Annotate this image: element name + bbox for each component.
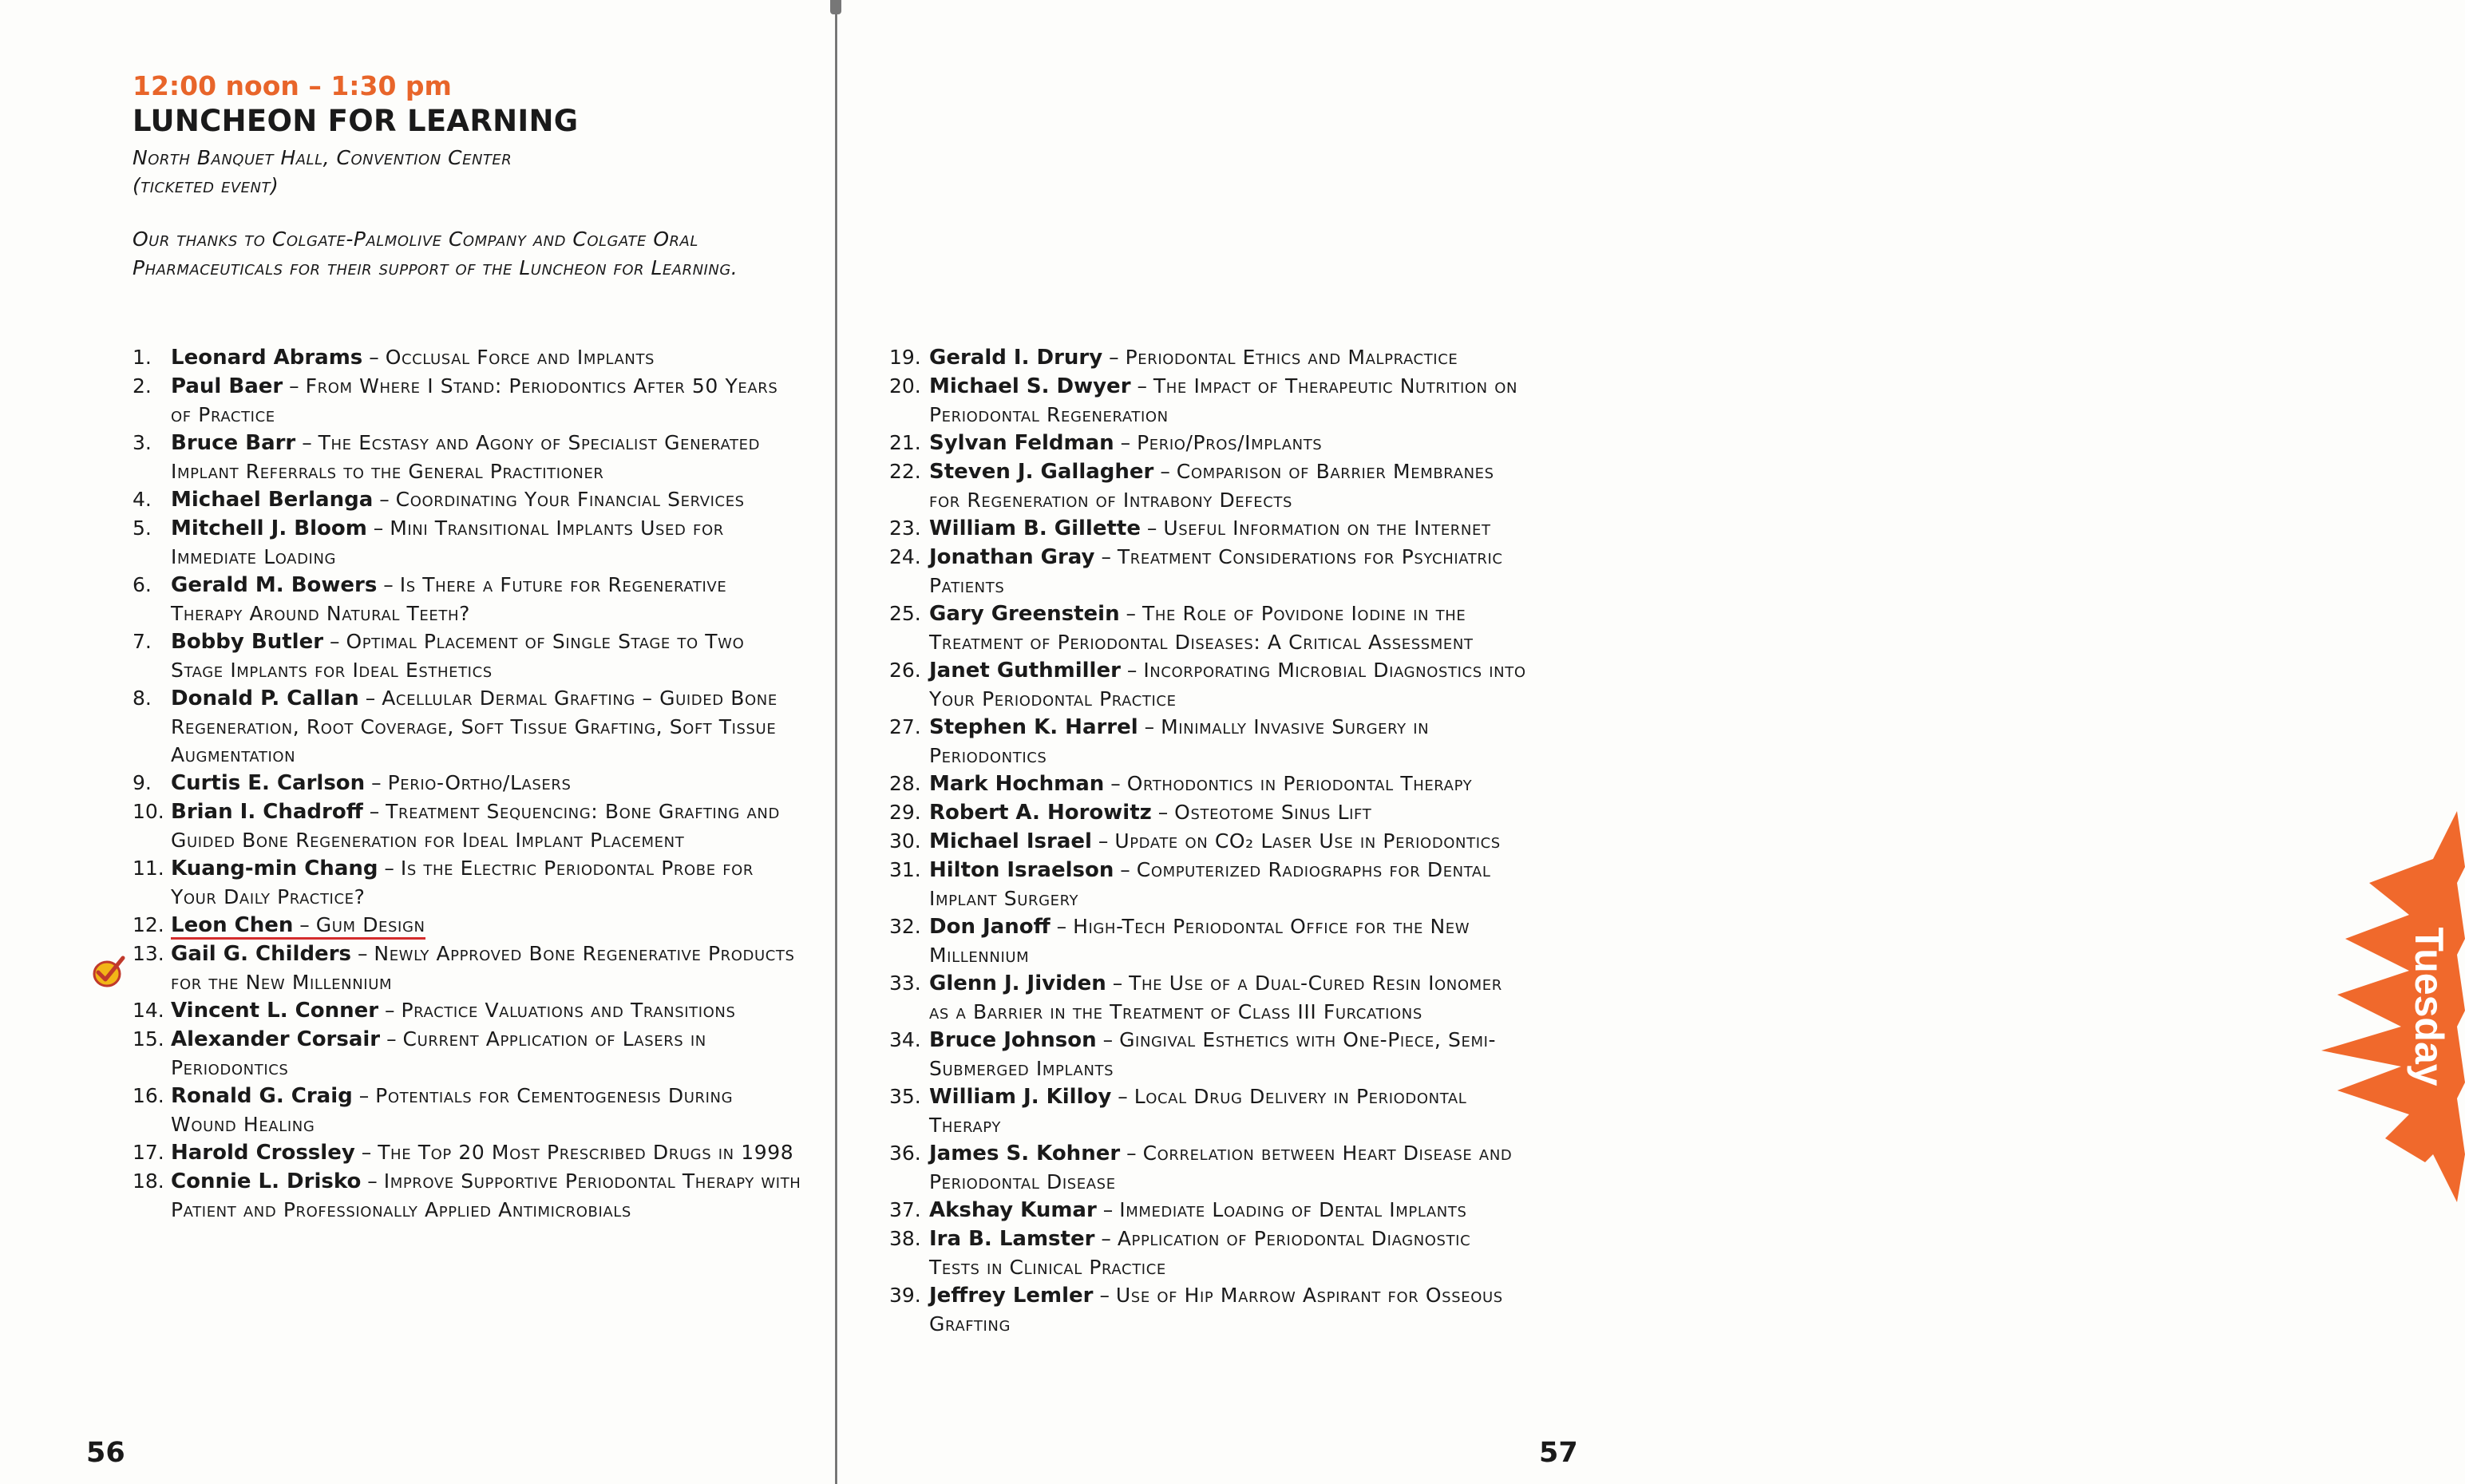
list-item xyxy=(133,627,803,684)
topic-title: Periodontal Ethics and Malpractice xyxy=(1125,346,1458,369)
topic-title: Orthodontics in Periodontal Therapy xyxy=(1126,772,1473,795)
topic-title: Computerized Radiographs for Dental Implant Surgery xyxy=(929,858,1491,910)
item-number: 11. xyxy=(133,857,164,880)
separator: – xyxy=(1119,602,1143,625)
list-item xyxy=(133,1167,803,1224)
topic-title: Optimal Placement of Single Stage to Two Stage Implants for Ideal Esthetics xyxy=(171,630,745,682)
separator: – xyxy=(366,516,390,540)
list-item xyxy=(133,769,803,797)
separator: – xyxy=(358,687,382,710)
list-item xyxy=(889,1082,1528,1139)
presenter-name: Janet Guthmiller xyxy=(929,659,1121,683)
presenter-name: Donald P. Callan xyxy=(171,687,359,710)
topic-title: The Impact of Therapeutic Nutrition on Periodontal Regeneration xyxy=(929,374,1518,426)
item-number: 6. xyxy=(133,573,152,596)
presenter-name: Brian I. Chadroff xyxy=(171,800,363,824)
presenter-name: Gail G. Childers xyxy=(171,942,351,966)
item-text xyxy=(171,913,425,940)
item-text xyxy=(171,630,744,682)
topic-title: Minimally Invasive Surgery in Periodontics xyxy=(929,715,1430,767)
topic-title: Improve Supportive Periodontal Therapy with Patient and Professionally Applied Antimicrobials xyxy=(171,1169,801,1221)
item-number: 27. xyxy=(889,715,921,738)
item-number: 2. xyxy=(133,374,152,398)
list-item xyxy=(889,372,1528,429)
list-item xyxy=(133,571,803,627)
presenter-name: William J. Killoy xyxy=(929,1085,1112,1109)
item-text xyxy=(929,516,1491,540)
item-number: 33. xyxy=(889,972,921,995)
topic-title: The Use of a Dual-Cured Resin Ionomer as a Barrier in the Treatment of Class III Furcations xyxy=(929,972,1502,1023)
topic-title: Coordinating Your Financial Services xyxy=(395,488,745,511)
list-item xyxy=(133,684,803,769)
separator: – xyxy=(1096,1198,1120,1221)
list-item xyxy=(133,485,803,514)
item-text xyxy=(929,374,1517,426)
item-text xyxy=(929,715,1429,767)
ticket-note: (ticketed event) xyxy=(133,174,279,197)
item-number: 15. xyxy=(133,1027,164,1051)
separator: – xyxy=(362,800,386,823)
separator: – xyxy=(1114,858,1137,881)
presenter-name: James S. Kohner xyxy=(929,1142,1121,1165)
presenter-name: Paul Baer xyxy=(171,374,283,398)
separator: – xyxy=(283,374,306,398)
topic-title: Potentials for Cementogenesis During Wound Healing xyxy=(171,1084,734,1136)
item-text xyxy=(929,602,1474,654)
list-item xyxy=(889,827,1528,856)
item-text xyxy=(929,659,1526,710)
item-text xyxy=(171,942,795,994)
list-item xyxy=(889,1196,1528,1225)
separator: – xyxy=(1130,374,1153,398)
item-text xyxy=(929,915,1470,967)
topic-title: Application of Periodontal Diagnostic Tests in Clinical Practice xyxy=(929,1227,1471,1279)
topic-title: Occlusal Force and Implants xyxy=(385,346,655,369)
item-number: 13. xyxy=(133,942,164,965)
presenter-name: Harold Crossley xyxy=(171,1141,355,1165)
item-text xyxy=(929,1142,1512,1193)
item-number: 8. xyxy=(133,687,152,710)
list-item xyxy=(133,797,803,854)
presenter-name: Bruce Johnson xyxy=(929,1028,1097,1052)
item-number: 31. xyxy=(889,858,921,881)
presenter-name: Leon Chen xyxy=(171,913,294,937)
list-item xyxy=(889,798,1528,827)
separator: – xyxy=(1153,460,1177,483)
list-item xyxy=(889,429,1528,457)
item-number: 19. xyxy=(889,346,921,369)
item-number: 26. xyxy=(889,659,921,682)
list-item xyxy=(889,856,1528,912)
page-number: 57 xyxy=(1539,1437,1578,1469)
separator: – xyxy=(1104,772,1127,795)
topic-title: Immediate Loading of Dental Implants xyxy=(1119,1198,1467,1221)
separator: – xyxy=(293,913,316,936)
item-text xyxy=(929,1198,1467,1221)
topic-title: From Where I Stand: Periodontics After 50 Years of Practice xyxy=(171,374,778,426)
item-text xyxy=(171,1084,733,1136)
separator: – xyxy=(1091,829,1115,853)
item-number: 29. xyxy=(889,801,921,824)
presenter-name: Michael Berlanga xyxy=(171,488,374,512)
list-item xyxy=(889,1026,1528,1082)
separator: – xyxy=(1114,431,1138,454)
topic-title: Use of Hip Marrow Aspirant for Osseous Grafting xyxy=(929,1284,1503,1336)
item-number: 9. xyxy=(133,771,152,794)
separator: – xyxy=(323,630,346,653)
presenter-name: Bobby Butler xyxy=(171,630,324,654)
topic-title: Comparison of Barrier Membranes for Regeneration of Intrabony Defects xyxy=(929,460,1494,512)
item-text xyxy=(929,1085,1466,1137)
item-text xyxy=(929,1028,1496,1080)
presenter-name: Stephen K. Harrel xyxy=(929,715,1138,739)
topic-title: The Role of Povidone Iodine in the Treatment of Periodontal Diseases: A Critical Assessment xyxy=(929,602,1474,654)
separator: – xyxy=(380,1027,403,1051)
item-text xyxy=(171,374,777,426)
topic-title: Treatment Sequencing: Bone Grafting and Guided Bone Regeneration for Ideal Implant Placement xyxy=(171,800,780,852)
item-text xyxy=(929,545,1503,597)
separator: – xyxy=(378,999,402,1022)
presenter-name: Gerald M. Bowers xyxy=(171,573,378,597)
list-item xyxy=(889,1139,1528,1196)
list-item xyxy=(889,543,1528,600)
list-item xyxy=(889,1225,1528,1281)
presenter-name: Jonathan Gray xyxy=(929,545,1095,569)
presenter-name: William B. Gillette xyxy=(929,516,1141,540)
item-number: 21. xyxy=(889,431,921,454)
item-text xyxy=(171,346,655,369)
item-number: 35. xyxy=(889,1085,921,1108)
item-number: 12. xyxy=(133,913,164,936)
item-text xyxy=(171,573,726,625)
separator: – xyxy=(365,771,388,794)
separator: – xyxy=(1138,715,1161,738)
event-title: LUNCHEON FOR LEARNING xyxy=(133,104,579,138)
item-text xyxy=(171,800,780,852)
item-number: 18. xyxy=(133,1169,164,1193)
presenter-name: Michael S. Dwyer xyxy=(929,374,1131,398)
presenter-name: Mark Hochman xyxy=(929,772,1105,796)
separator: – xyxy=(1151,801,1175,824)
presenter-name: Steven J. Gallagher xyxy=(929,460,1154,484)
topic-title: Mini Transitional Implants Used for Immediate Loading xyxy=(171,516,724,568)
presenter-name: Alexander Corsair xyxy=(171,1027,381,1051)
separator: – xyxy=(295,431,319,454)
item-number: 36. xyxy=(889,1142,921,1165)
item-number: 7. xyxy=(133,630,152,653)
list-item xyxy=(889,600,1528,656)
table-tops-list-left xyxy=(133,343,803,1224)
item-text xyxy=(929,772,1472,795)
item-number: 30. xyxy=(889,829,921,853)
list-item xyxy=(889,343,1528,372)
separator: – xyxy=(1096,1028,1120,1051)
item-text xyxy=(171,687,777,766)
topic-title: Perio-Ortho/Lasers xyxy=(387,771,572,794)
list-item xyxy=(889,770,1528,798)
item-text xyxy=(929,829,1501,853)
separator: – xyxy=(1140,516,1164,540)
list-item xyxy=(133,514,803,571)
presenter-name: Hilton Israelson xyxy=(929,858,1114,882)
separator: – xyxy=(1106,972,1130,995)
topic-title: Practice Valuations and Transitions xyxy=(401,999,736,1022)
item-number: 1. xyxy=(133,346,152,369)
separator: – xyxy=(1050,915,1074,938)
list-item xyxy=(889,457,1528,514)
item-number: 17. xyxy=(133,1141,164,1164)
presenter-name: Leonard Abrams xyxy=(171,346,363,370)
separator: – xyxy=(377,573,400,596)
item-number: 39. xyxy=(889,1284,921,1307)
list-item xyxy=(889,1281,1528,1338)
item-text xyxy=(171,857,754,908)
topic-title: Gum Design xyxy=(315,913,425,936)
item-number: 3. xyxy=(133,431,152,454)
topic-title: Is the Electric Periodontal Probe for Your Daily Practice? xyxy=(171,857,754,908)
presenter-name: Connie L. Drisko xyxy=(171,1169,362,1193)
separator: – xyxy=(362,346,386,369)
item-text xyxy=(171,1141,793,1164)
list-item xyxy=(133,1138,803,1167)
day-tab-badge xyxy=(2321,811,2465,1202)
item-number: 14. xyxy=(133,999,164,1022)
presenter-name: Ira B. Lamster xyxy=(929,1227,1095,1251)
list-item xyxy=(133,1025,803,1082)
presenter-name: Glenn J. Jividen xyxy=(929,972,1106,995)
item-number: 10. xyxy=(133,800,164,823)
presenter-name: Sylvan Feldman xyxy=(929,431,1114,455)
item-text xyxy=(929,1227,1470,1279)
list-item xyxy=(133,911,803,940)
item-text xyxy=(171,1169,801,1221)
page-number: 56 xyxy=(86,1437,125,1469)
separator: – xyxy=(352,1084,376,1107)
item-text xyxy=(929,1284,1503,1336)
item-number: 5. xyxy=(133,516,152,540)
presenter-name: Akshay Kumar xyxy=(929,1198,1097,1222)
list-item xyxy=(889,713,1528,770)
separator: – xyxy=(1093,1284,1116,1307)
presenter-name: Gerald I. Drury xyxy=(929,346,1103,370)
topic-title: Perio/Pros/Implants xyxy=(1137,431,1323,454)
item-text xyxy=(929,346,1458,369)
item-number: 20. xyxy=(889,374,921,398)
venue xyxy=(133,144,771,200)
table-tops-list-right xyxy=(889,343,1528,1338)
list-item xyxy=(889,656,1528,713)
separator: – xyxy=(1120,1142,1143,1165)
sponsor-thanks: Our thanks to Colgate-Palmolive Company and Colgate Oral Pharmaceuticals for their support of the Luncheon for Learning. xyxy=(133,228,738,279)
topic-title: Incorporating Microbial Diagnostics into Your Periodontal Practice xyxy=(929,659,1526,710)
item-number: 24. xyxy=(889,545,921,568)
separator: – xyxy=(373,488,396,511)
separator: – xyxy=(1120,659,1144,682)
presenter-name: Gary Greenstein xyxy=(929,602,1120,626)
list-item xyxy=(133,343,803,372)
presenter-name: Curtis E. Carlson xyxy=(171,771,366,795)
topic-title: Correlation between Heart Disease and Periodontal Disease xyxy=(929,1142,1513,1193)
topic-title: Useful Information on the Internet xyxy=(1163,516,1491,540)
list-item xyxy=(133,854,803,911)
session-time: 12:00 noon – 1:30 pm xyxy=(133,70,452,101)
item-text xyxy=(171,431,760,483)
list-item xyxy=(133,372,803,429)
list-item xyxy=(889,912,1528,969)
separator: – xyxy=(351,942,374,965)
item-text xyxy=(171,516,724,568)
topic-title: Acellular Dermal Grafting – Guided Bone Regeneration, Root Coverage, Soft Tissue Grafting, Soft Tissue Augmentation xyxy=(171,687,777,766)
topic-title: High-Tech Periodontal Office for the New Millennium xyxy=(929,915,1470,967)
topic-title: Gingival Esthetics with One-Piece, Semi-Submerged Implants xyxy=(929,1028,1497,1080)
item-text xyxy=(171,999,736,1022)
presenter-name: Vincent L. Conner xyxy=(171,999,379,1023)
presenter-name: Michael Israel xyxy=(929,829,1092,853)
topic-title: Current Application of Lasers in Periodontics xyxy=(171,1027,706,1079)
topic-title: Local Drug Delivery in Periodontal Therapy xyxy=(929,1085,1467,1137)
topic-title: Is There a Future for Regenerative Therapy Around Natural Teeth? xyxy=(171,573,727,625)
topic-title: Newly Approved Bone Regenerative Products for the New Millennium xyxy=(171,942,795,994)
list-item xyxy=(133,1082,803,1138)
item-text xyxy=(171,488,745,511)
item-number: 32. xyxy=(889,915,921,938)
topic-title: Osteotome Sinus Lift xyxy=(1174,801,1372,824)
separator: – xyxy=(1111,1085,1134,1108)
presenter-name: Mitchell J. Bloom xyxy=(171,516,367,540)
list-item xyxy=(133,429,803,485)
item-number: 37. xyxy=(889,1198,921,1221)
checkmark-icon xyxy=(91,953,126,988)
item-number: 23. xyxy=(889,516,921,540)
topic-title: Update on CO₂ Laser Use in Periodontics xyxy=(1114,829,1501,853)
topic-title: Treatment Considerations for Psychiatric Patients xyxy=(929,545,1503,597)
list-item xyxy=(133,996,803,1025)
item-number: 25. xyxy=(889,602,921,625)
separator: – xyxy=(361,1169,384,1193)
item-number: 16. xyxy=(133,1084,164,1107)
item-number: 28. xyxy=(889,772,921,795)
left-page xyxy=(0,0,837,1484)
item-number: 22. xyxy=(889,460,921,483)
item-text xyxy=(929,972,1502,1023)
presenter-name: Bruce Barr xyxy=(171,431,296,455)
topic-title: The Ecstasy and Agony of Specialist Generated Implant Referrals to the General Practitioner xyxy=(171,431,761,483)
separator: – xyxy=(1094,545,1118,568)
item-number: 38. xyxy=(889,1227,921,1250)
item-text xyxy=(171,1027,706,1079)
day-tab-label: Tuesday xyxy=(2407,927,2451,1086)
presenter-name: Kuang-min Chang xyxy=(171,857,378,881)
presenter-name: Robert A. Horowitz xyxy=(929,801,1152,825)
presenter-name: Ronald G. Craig xyxy=(171,1084,353,1108)
presenter-name: Jeffrey Lemler xyxy=(929,1284,1094,1308)
topic-title: The Top 20 Most Prescribed Drugs in 1998 xyxy=(378,1141,794,1164)
list-item xyxy=(889,514,1528,543)
item-text xyxy=(929,431,1322,454)
separator: – xyxy=(354,1141,378,1164)
item-number: 34. xyxy=(889,1028,921,1051)
separator: – xyxy=(1094,1227,1118,1250)
item-text xyxy=(929,801,1371,824)
item-text xyxy=(171,771,572,794)
venue-line: North Banquet Hall, Convention Center xyxy=(133,146,512,169)
item-text xyxy=(929,460,1494,512)
separator: – xyxy=(378,857,401,880)
list-item xyxy=(133,940,803,996)
item-number: 4. xyxy=(133,488,152,511)
presenter-name: Don Janoff xyxy=(929,915,1050,939)
list-item xyxy=(889,969,1528,1026)
separator: – xyxy=(1102,346,1126,369)
item-text xyxy=(929,858,1490,910)
